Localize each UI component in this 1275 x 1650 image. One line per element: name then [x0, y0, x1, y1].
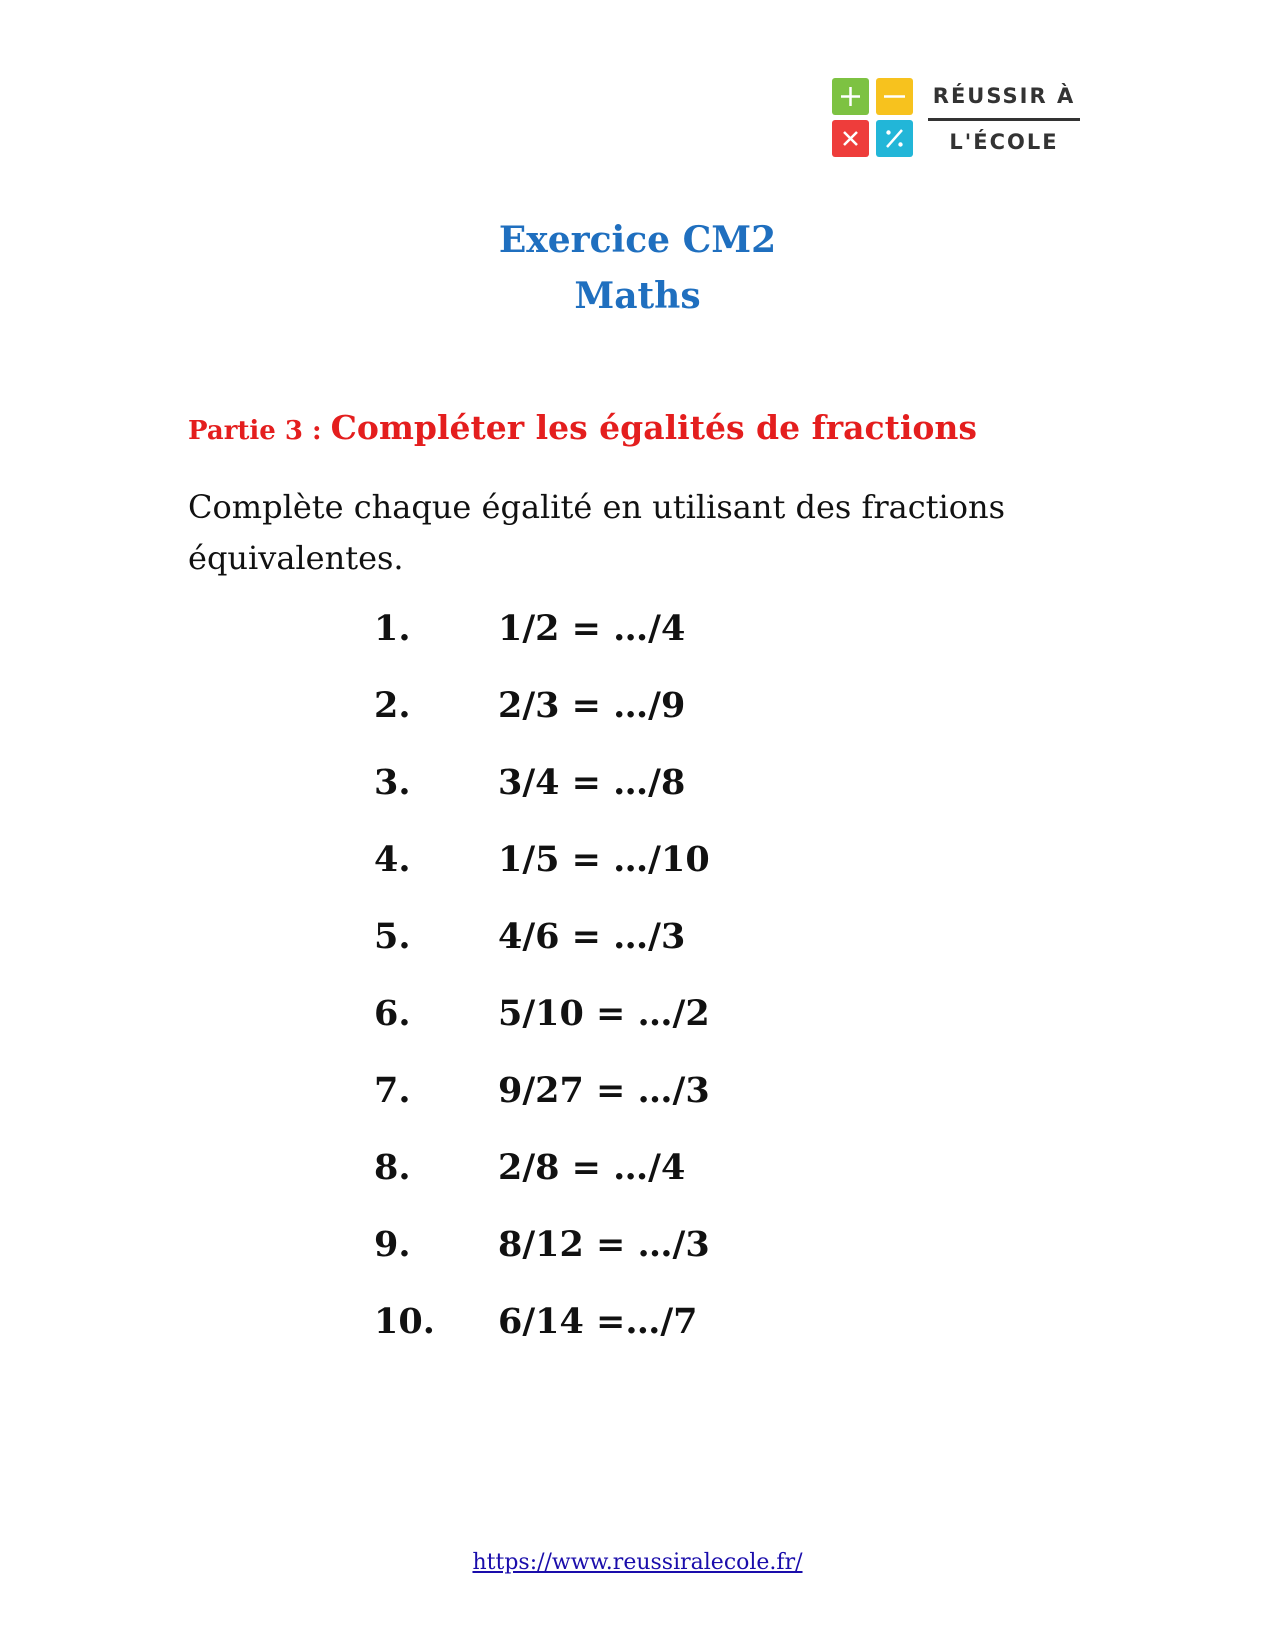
exercise-number: 8. — [374, 1147, 411, 1188]
exercise-item — [374, 835, 1074, 912]
exercise-item — [374, 989, 1074, 1066]
exercise-number: 5. — [374, 916, 411, 957]
exercise-item — [374, 681, 1074, 758]
plus-icon — [832, 78, 869, 115]
section-prefix: Partie 3 : — [188, 416, 331, 446]
exercise-item — [374, 604, 1074, 681]
brand-logo — [832, 78, 1082, 162]
exercise-equation: 2/3 = …/9 — [498, 685, 686, 726]
exercise-list — [374, 604, 1074, 1374]
exercise-item — [374, 758, 1074, 835]
exercise-number: 3. — [374, 762, 411, 803]
exercise-item — [374, 1066, 1074, 1143]
exercise-number: 1. — [374, 608, 411, 649]
logo-line-1: RÉUSSIR À — [932, 84, 1076, 108]
footer — [0, 1550, 1275, 1575]
instruction-text: Complète chaque égalité en utilisant des fractions équivalentes. — [188, 488, 1006, 577]
percent-icon — [876, 120, 913, 157]
exercise-equation: 1/2 = …/4 — [498, 608, 686, 649]
exercise-equation: 8/12 = …/3 — [498, 1224, 710, 1265]
title-line-2: Maths — [574, 275, 701, 317]
exercise-equation: 2/8 = …/4 — [498, 1147, 686, 1188]
times-icon — [832, 120, 869, 157]
exercise-number: 4. — [374, 839, 411, 880]
exercise-item — [374, 1297, 1074, 1374]
logo-line-2: L'ÉCOLE — [949, 130, 1059, 154]
exercise-number: 10. — [374, 1301, 435, 1342]
website-link[interactable]: https://www.reussiralecole.fr/ — [472, 1550, 803, 1575]
exercise-equation: 1/5 = …/10 — [498, 839, 710, 880]
logo-divider — [928, 118, 1080, 121]
exercise-equation: 6/14 =…/7 — [498, 1301, 698, 1342]
exercise-number: 7. — [374, 1070, 411, 1111]
logo-wordmark — [928, 78, 1080, 162]
exercise-number: 6. — [374, 993, 411, 1034]
section-heading — [188, 408, 1188, 447]
title-line-1: Exercice CM2 — [498, 219, 777, 261]
minus-icon — [876, 78, 913, 115]
exercise-equation: 3/4 = …/8 — [498, 762, 686, 803]
exercise-equation: 5/10 = …/2 — [498, 993, 710, 1034]
exercise-equation: 4/6 = …/3 — [498, 916, 686, 957]
page-title — [0, 212, 1275, 324]
exercise-item — [374, 912, 1074, 989]
exercise-number: 2. — [374, 685, 411, 726]
exercise-equation: 9/27 = …/3 — [498, 1070, 710, 1111]
exercise-number: 9. — [374, 1224, 411, 1265]
exercise-item — [374, 1143, 1074, 1220]
section-title: Compléter les égalités de fractions — [330, 408, 977, 447]
exercise-item — [374, 1220, 1074, 1297]
